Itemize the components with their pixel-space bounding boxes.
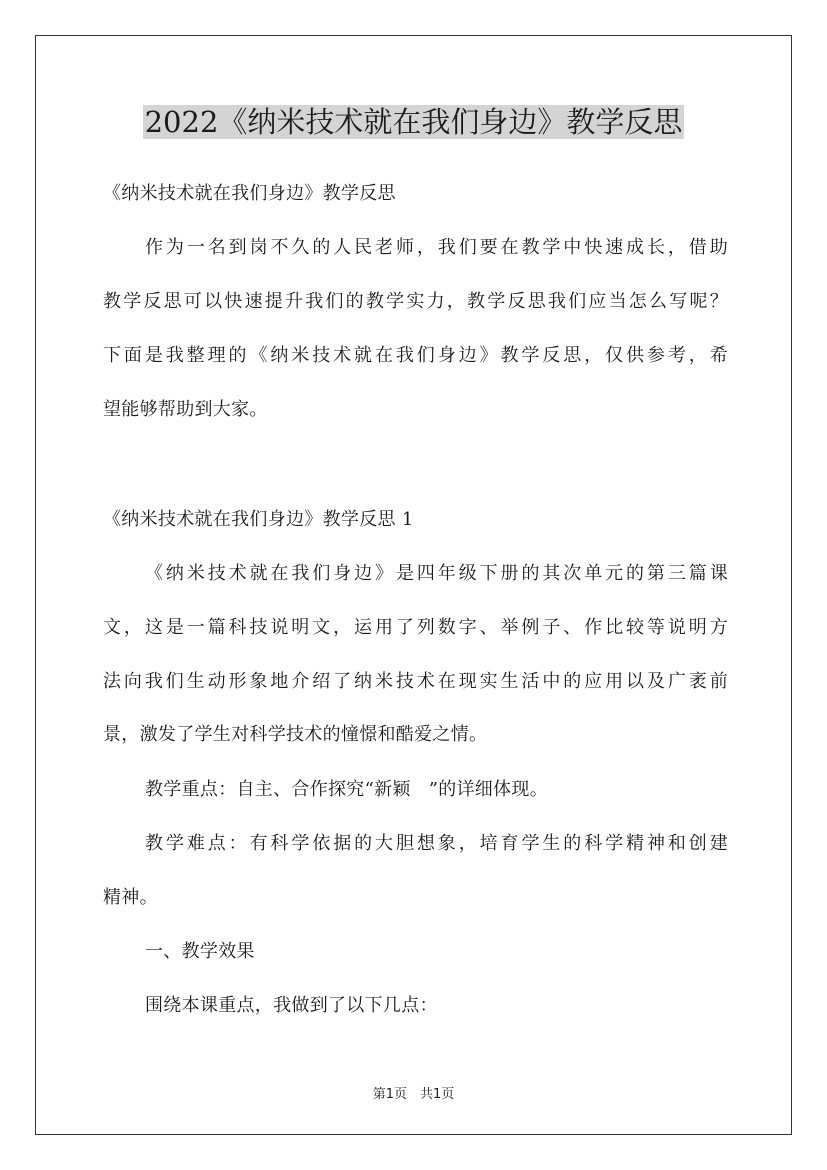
subtitle-heading: 《纳米技术就在我们身边》教学反思 [103,183,396,204]
teaching-focus [145,777,770,803]
section-1-heading: 一、教学效果 [145,941,255,962]
teaching-focus-part-2: ”的详细体现。 [428,779,549,800]
para1-line-2: 文，这是一篇科技说明文，运用了列数字、举例子、作比较等说明方 [103,617,728,638]
teaching-difficulty-line-2: 精神。 [103,887,158,908]
document-title-text: 2022《纳米技术就在我们身边》教学反思 [144,105,683,139]
section-1-text: 围绕本课重点，我做到了以下几点： [145,995,438,1016]
para1-line-4: 景，激发了学生对科学技术的憧憬和酷爱之情。 [103,724,488,745]
intro-line-3: 下面是我整理的《纳米技术就在我们身边》教学反思，仅供参考，希 [103,345,728,366]
section-heading: 《纳米技术就在我们身边》教学反思 1 [103,509,414,530]
para1-line-3: 法向我们生动形象地介绍了纳米技术在现实生活中的应用以及广袤前 [103,671,728,692]
teaching-focus-part-1: 教学重点：自主、合作探究“新颖 [145,779,411,800]
para1-line-1: 《纳米技术就在我们身边》是四年级下册的其次单元的第三篇课 [145,563,728,584]
intro-line-2: 教学反思可以快速提升我们的教学实力，教学反思我们应当怎么写呢？ [103,291,728,312]
intro-line-4: 望能够帮助到大家。 [103,399,268,420]
intro-line-1: 作为一名到岗不久的人民老师，我们要在教学中快速成长，借助 [145,237,728,258]
page-footer: 第1页 共1页 [372,1087,455,1102]
document-title [0,100,827,144]
teaching-difficulty-line-1: 教学难点：有科学依据的大胆想象，培育学生的科学精神和创建 [145,833,728,854]
